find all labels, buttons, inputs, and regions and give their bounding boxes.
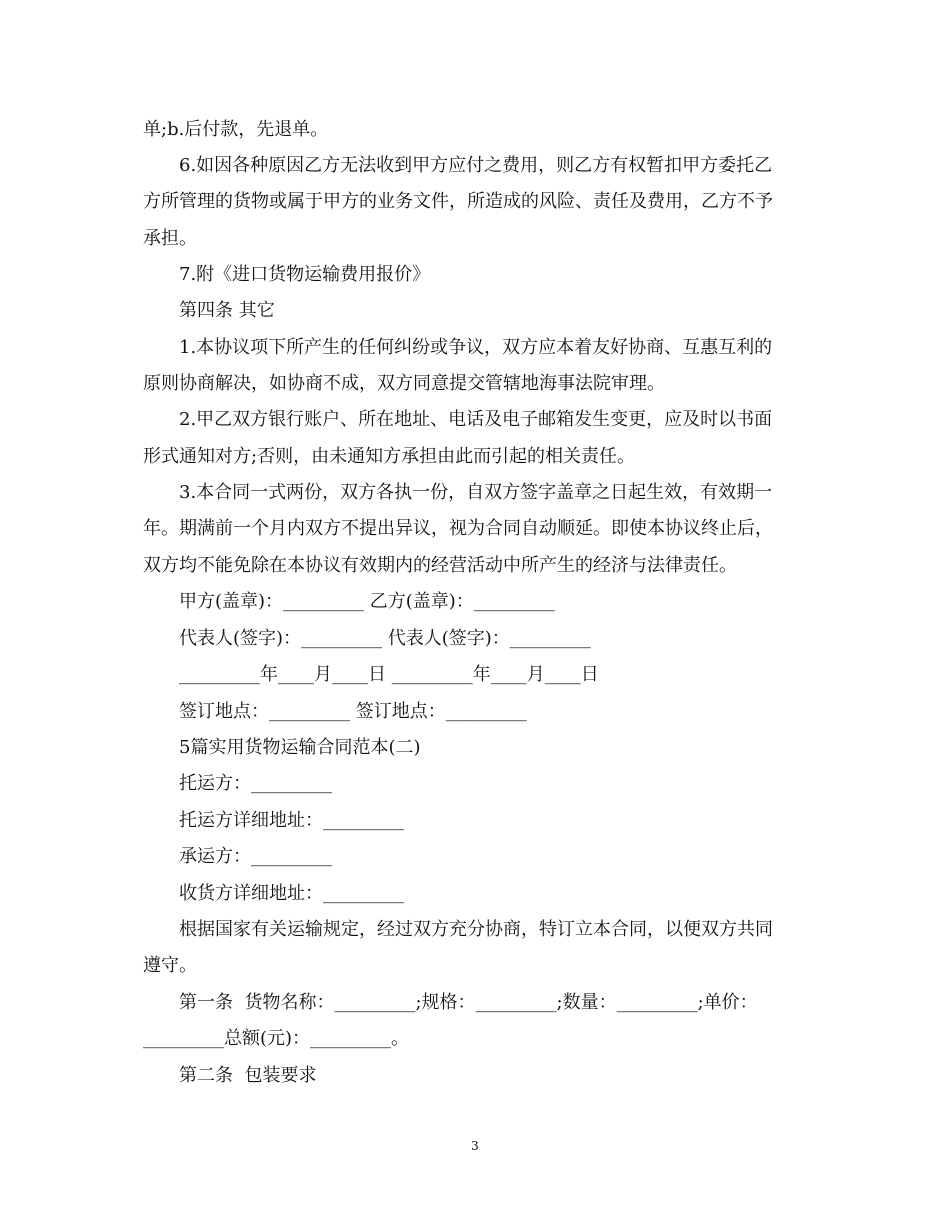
paragraph-line: 年。期满前一个月内双方不提出异议，视为合同自动顺延。即使本协议终止后， bbox=[143, 518, 773, 539]
signature-line-party: 甲方(盖章)：_________ 乙方(盖章)：_________ bbox=[179, 591, 555, 612]
section-heading: 第四条 其它 bbox=[179, 300, 275, 321]
signature-line-place: 签订地点：_________ 签订地点：_________ bbox=[179, 701, 527, 722]
paragraph-line: 原则协商解决，如协商不成，双方同意提交管辖地海事法院审理。 bbox=[143, 373, 665, 394]
field-line-consignee-address: 收货方详细地址：_________ bbox=[179, 883, 404, 904]
paragraph-line: 6.如因各种原因乙方无法收到甲方应付之费用，则乙方有权暂扣甲方委托乙 bbox=[179, 155, 773, 176]
paragraph-line: 1.本协议项下所产生的任何纠纷或争议，双方应本着友好协商、互惠互利的 bbox=[179, 337, 773, 358]
paragraph-line: 根据国家有关运输规定，经过双方充分协商，特订立本合同，以便双方共同 bbox=[179, 919, 773, 940]
field-line-shipper: 托运方：_________ bbox=[179, 773, 332, 794]
signature-line-representative: 代表人(签字)：_________ 代表人(签字)：_________ bbox=[179, 628, 591, 649]
paragraph-line: 双方均不能免除在本协议有效期内的经营活动中所产生的经济与法律责任。 bbox=[143, 555, 737, 576]
paragraph-line: 2.甲乙双方银行账户、所在地址、电话及电子邮箱发生变更，应及时以书面 bbox=[179, 409, 773, 430]
paragraph-line: 3.本合同一式两份，双方各执一份，自双方签字盖章之日起生效，有效期一 bbox=[179, 482, 773, 503]
field-line-shipper-address: 托运方详细地址：_________ bbox=[179, 810, 404, 831]
article-one-line: _________总额(元)：_________。 bbox=[143, 1028, 410, 1049]
paragraph-line: 单;b.后付款，先退单。 bbox=[143, 119, 329, 140]
paragraph-line: 7.附《进口货物运输费用报价》 bbox=[179, 264, 431, 285]
article-one-line: 第一条 货物名称：_________;规格：_________;数量：_________;单价： bbox=[179, 992, 758, 1013]
paragraph-line: 遵守。 bbox=[143, 955, 197, 976]
paragraph-line: 方所管理的货物或属于甲方的业务文件，所造成的风险、责任及费用，乙方不予 bbox=[143, 191, 773, 212]
paragraph-line: 承担。 bbox=[143, 228, 197, 249]
article-two-heading: 第二条 包装要求 bbox=[179, 1065, 317, 1086]
paragraph-line: 形式通知对方;否则，由未通知方承担由此而引起的相关责任。 bbox=[143, 446, 636, 467]
document-subtitle: 5篇实用货物运输合同范本(二) bbox=[179, 737, 421, 758]
field-line-carrier: 承运方：_________ bbox=[179, 846, 332, 867]
page-number: 3 bbox=[471, 1139, 479, 1153]
signature-line-date: _________年____月____日 _________年____月____日 bbox=[179, 664, 599, 685]
